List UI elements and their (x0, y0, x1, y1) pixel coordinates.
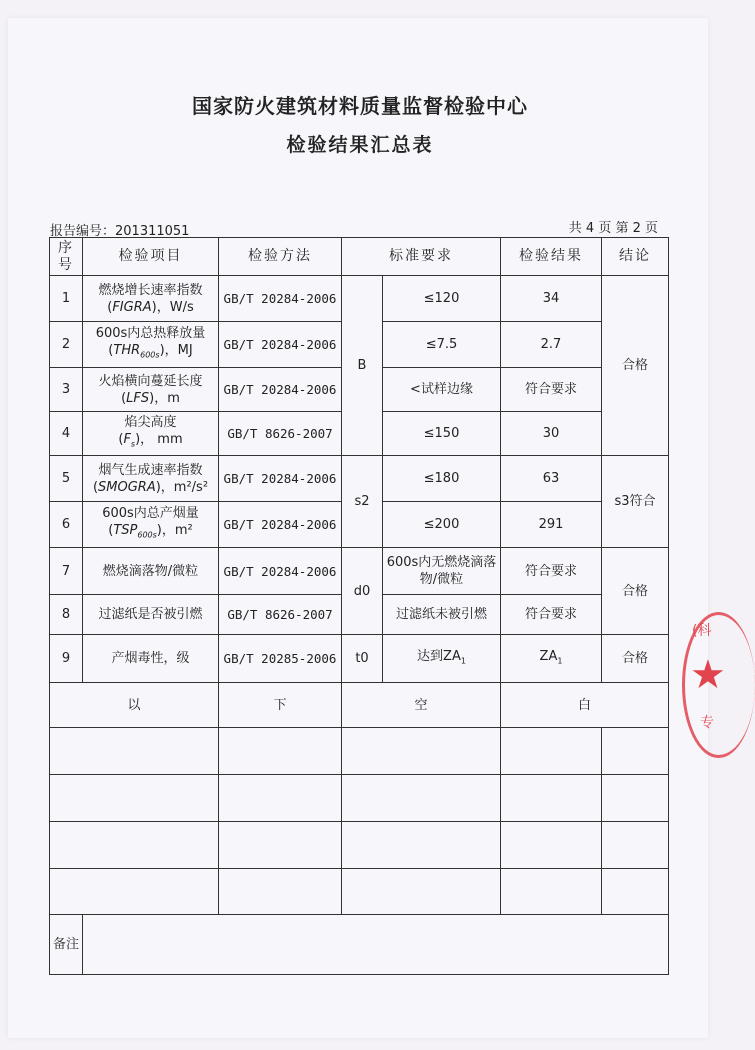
row-item: 600s内总热释放量 $(THR_{600s})$，MJ (83, 322, 219, 368)
remarks-row (50, 915, 669, 975)
remarks-label: 备注 (50, 915, 83, 975)
blank-marker-2: 下 (219, 683, 342, 728)
item-unit: ，m (154, 390, 180, 406)
document-title: 国家防火建筑材料质量监督检验中心 (192, 94, 528, 118)
page-info: 共 4 页 第 2 页 (568, 221, 658, 236)
remarks-content (83, 915, 669, 975)
row-item: 600s内总产烟量 $(TSP_{600s})$，m² (83, 502, 219, 548)
empty-row (50, 822, 669, 869)
row-method: GB/T 20285-2006 (219, 635, 342, 683)
blank-marker-1: 以 (50, 683, 219, 728)
row-requirement (383, 635, 501, 683)
row-requirement: 600s内无燃烧滴落物/微粒 (383, 548, 501, 595)
row-requirement: <试样边缘 (383, 368, 501, 412)
item-symbol: THR (113, 343, 141, 359)
requirement-subscript: 1 (460, 656, 466, 666)
table-row (50, 276, 669, 322)
row-item: 焰尖高度 $(F_s)$， mm (83, 412, 219, 456)
row-result: 291 (501, 502, 602, 548)
stamp-text: 专 (700, 715, 714, 731)
row-method: GB/T 8626-2007 (219, 412, 342, 456)
row-method: GB/T 20284-2006 (219, 548, 342, 595)
item-name: 烟气生成速率指数 (98, 462, 203, 478)
item-unit: ，m²/s² (160, 479, 209, 495)
class-t0: t0 (342, 635, 383, 683)
col-header-requirement: 标准要求 (342, 238, 501, 276)
row-requirement: 过滤纸未被引燃 (383, 595, 501, 635)
conclusion-b: 合格 (602, 276, 669, 456)
item-symbol: TSP (113, 523, 138, 539)
item-unit: ， mm (140, 432, 183, 448)
row-requirement: ≤200 (383, 502, 501, 548)
item-symbol: F (123, 432, 131, 448)
row-no: 6 (50, 502, 83, 548)
row-result: 符合要求 (501, 368, 602, 412)
col-header-result: 检验结果 (501, 238, 602, 276)
requirement-text: 达到ZA (417, 648, 461, 664)
row-method: GB/T 20284-2006 (219, 322, 342, 368)
item-unit: ，W/s (156, 299, 194, 315)
document-subtitle: 检验结果汇总表 (286, 134, 434, 156)
col-header-method: 检验方法 (219, 238, 342, 276)
table-row (50, 548, 669, 595)
col-header-no: 序号 (50, 238, 83, 276)
item-unit: ，MJ (164, 343, 193, 359)
row-result: 34 (501, 276, 602, 322)
row-result: 63 (501, 456, 602, 502)
row-no: 2 (50, 322, 83, 368)
result-subscript: 1 (557, 656, 563, 666)
class-d0: d0 (342, 548, 383, 635)
conclusion-t: 合格 (602, 635, 669, 683)
conclusion-s: s3符合 (602, 456, 669, 548)
row-requirement: ≤180 (383, 456, 501, 502)
row-item: 过滤纸是否被引燃 (83, 595, 219, 635)
row-no: 3 (50, 368, 83, 412)
col-header-conclusion: 结论 (602, 238, 669, 276)
table-header-row (50, 238, 669, 276)
item-name: 火焰横向蔓延长度 (98, 373, 203, 389)
item-name: 焰尖高度 (124, 415, 177, 431)
blank-marker-4: 白 (501, 683, 669, 728)
item-name: 燃烧增长速率指数 (98, 282, 203, 298)
stamp-star-icon: ★ (690, 652, 726, 698)
row-result (501, 635, 602, 683)
row-requirement: ≤120 (383, 276, 501, 322)
row-method: GB/T 20284-2006 (219, 368, 342, 412)
class-s2: s2 (342, 456, 383, 548)
item-unit: ，m² (161, 523, 193, 539)
stamp-text: (科 (692, 623, 712, 639)
table-row (50, 635, 669, 683)
item-subscript: s (130, 439, 136, 449)
empty-row (50, 869, 669, 915)
row-item: 燃烧滴落物/微粒 (83, 548, 219, 595)
conclusion-d: 合格 (602, 548, 669, 635)
item-subscript: 600s (140, 350, 160, 360)
row-result: 2.7 (501, 322, 602, 368)
empty-row (50, 775, 669, 822)
result-text: ZA (539, 648, 558, 664)
item-name: 600s内总产烟量 (102, 506, 199, 522)
col-header-item: 检验项目 (83, 238, 219, 276)
blank-marker-3: 空 (342, 683, 501, 728)
row-method: GB/T 20284-2006 (219, 502, 342, 548)
results-table (49, 237, 669, 975)
row-requirement: ≤150 (383, 412, 501, 456)
row-requirement: ≤7.5 (383, 322, 501, 368)
table-row (50, 456, 669, 502)
row-item: 火焰横向蔓延长度 (LFS)，m (83, 368, 219, 412)
row-no: 4 (50, 412, 83, 456)
row-no: 7 (50, 548, 83, 595)
empty-row (50, 728, 669, 775)
row-item: 产烟毒性，级 (83, 635, 219, 683)
row-result: 30 (501, 412, 602, 456)
class-b: B (342, 276, 383, 456)
blank-marker-row (50, 683, 669, 728)
row-method: GB/T 20284-2006 (219, 276, 342, 322)
item-symbol: LFS (126, 390, 150, 406)
item-symbol: FIGRA (112, 299, 152, 315)
item-name: 600s内总热释放量 (95, 326, 206, 342)
row-item: 烟气生成速率指数 (SMOGRA)，m²/s² (83, 456, 219, 502)
row-method: GB/T 8626-2007 (219, 595, 342, 635)
row-item: 燃烧增长速率指数 (FIGRA)，W/s (83, 276, 219, 322)
report-number: 报告编号：201311051 (50, 224, 190, 239)
row-no: 5 (50, 456, 83, 502)
row-no: 9 (50, 635, 83, 683)
row-method: GB/T 20284-2006 (219, 456, 342, 502)
item-symbol: SMOGRA (98, 479, 156, 495)
item-subscript: 600s (137, 530, 157, 540)
row-no: 1 (50, 276, 83, 322)
row-result: 符合要求 (501, 595, 602, 635)
row-no: 8 (50, 595, 83, 635)
row-result: 符合要求 (501, 548, 602, 595)
